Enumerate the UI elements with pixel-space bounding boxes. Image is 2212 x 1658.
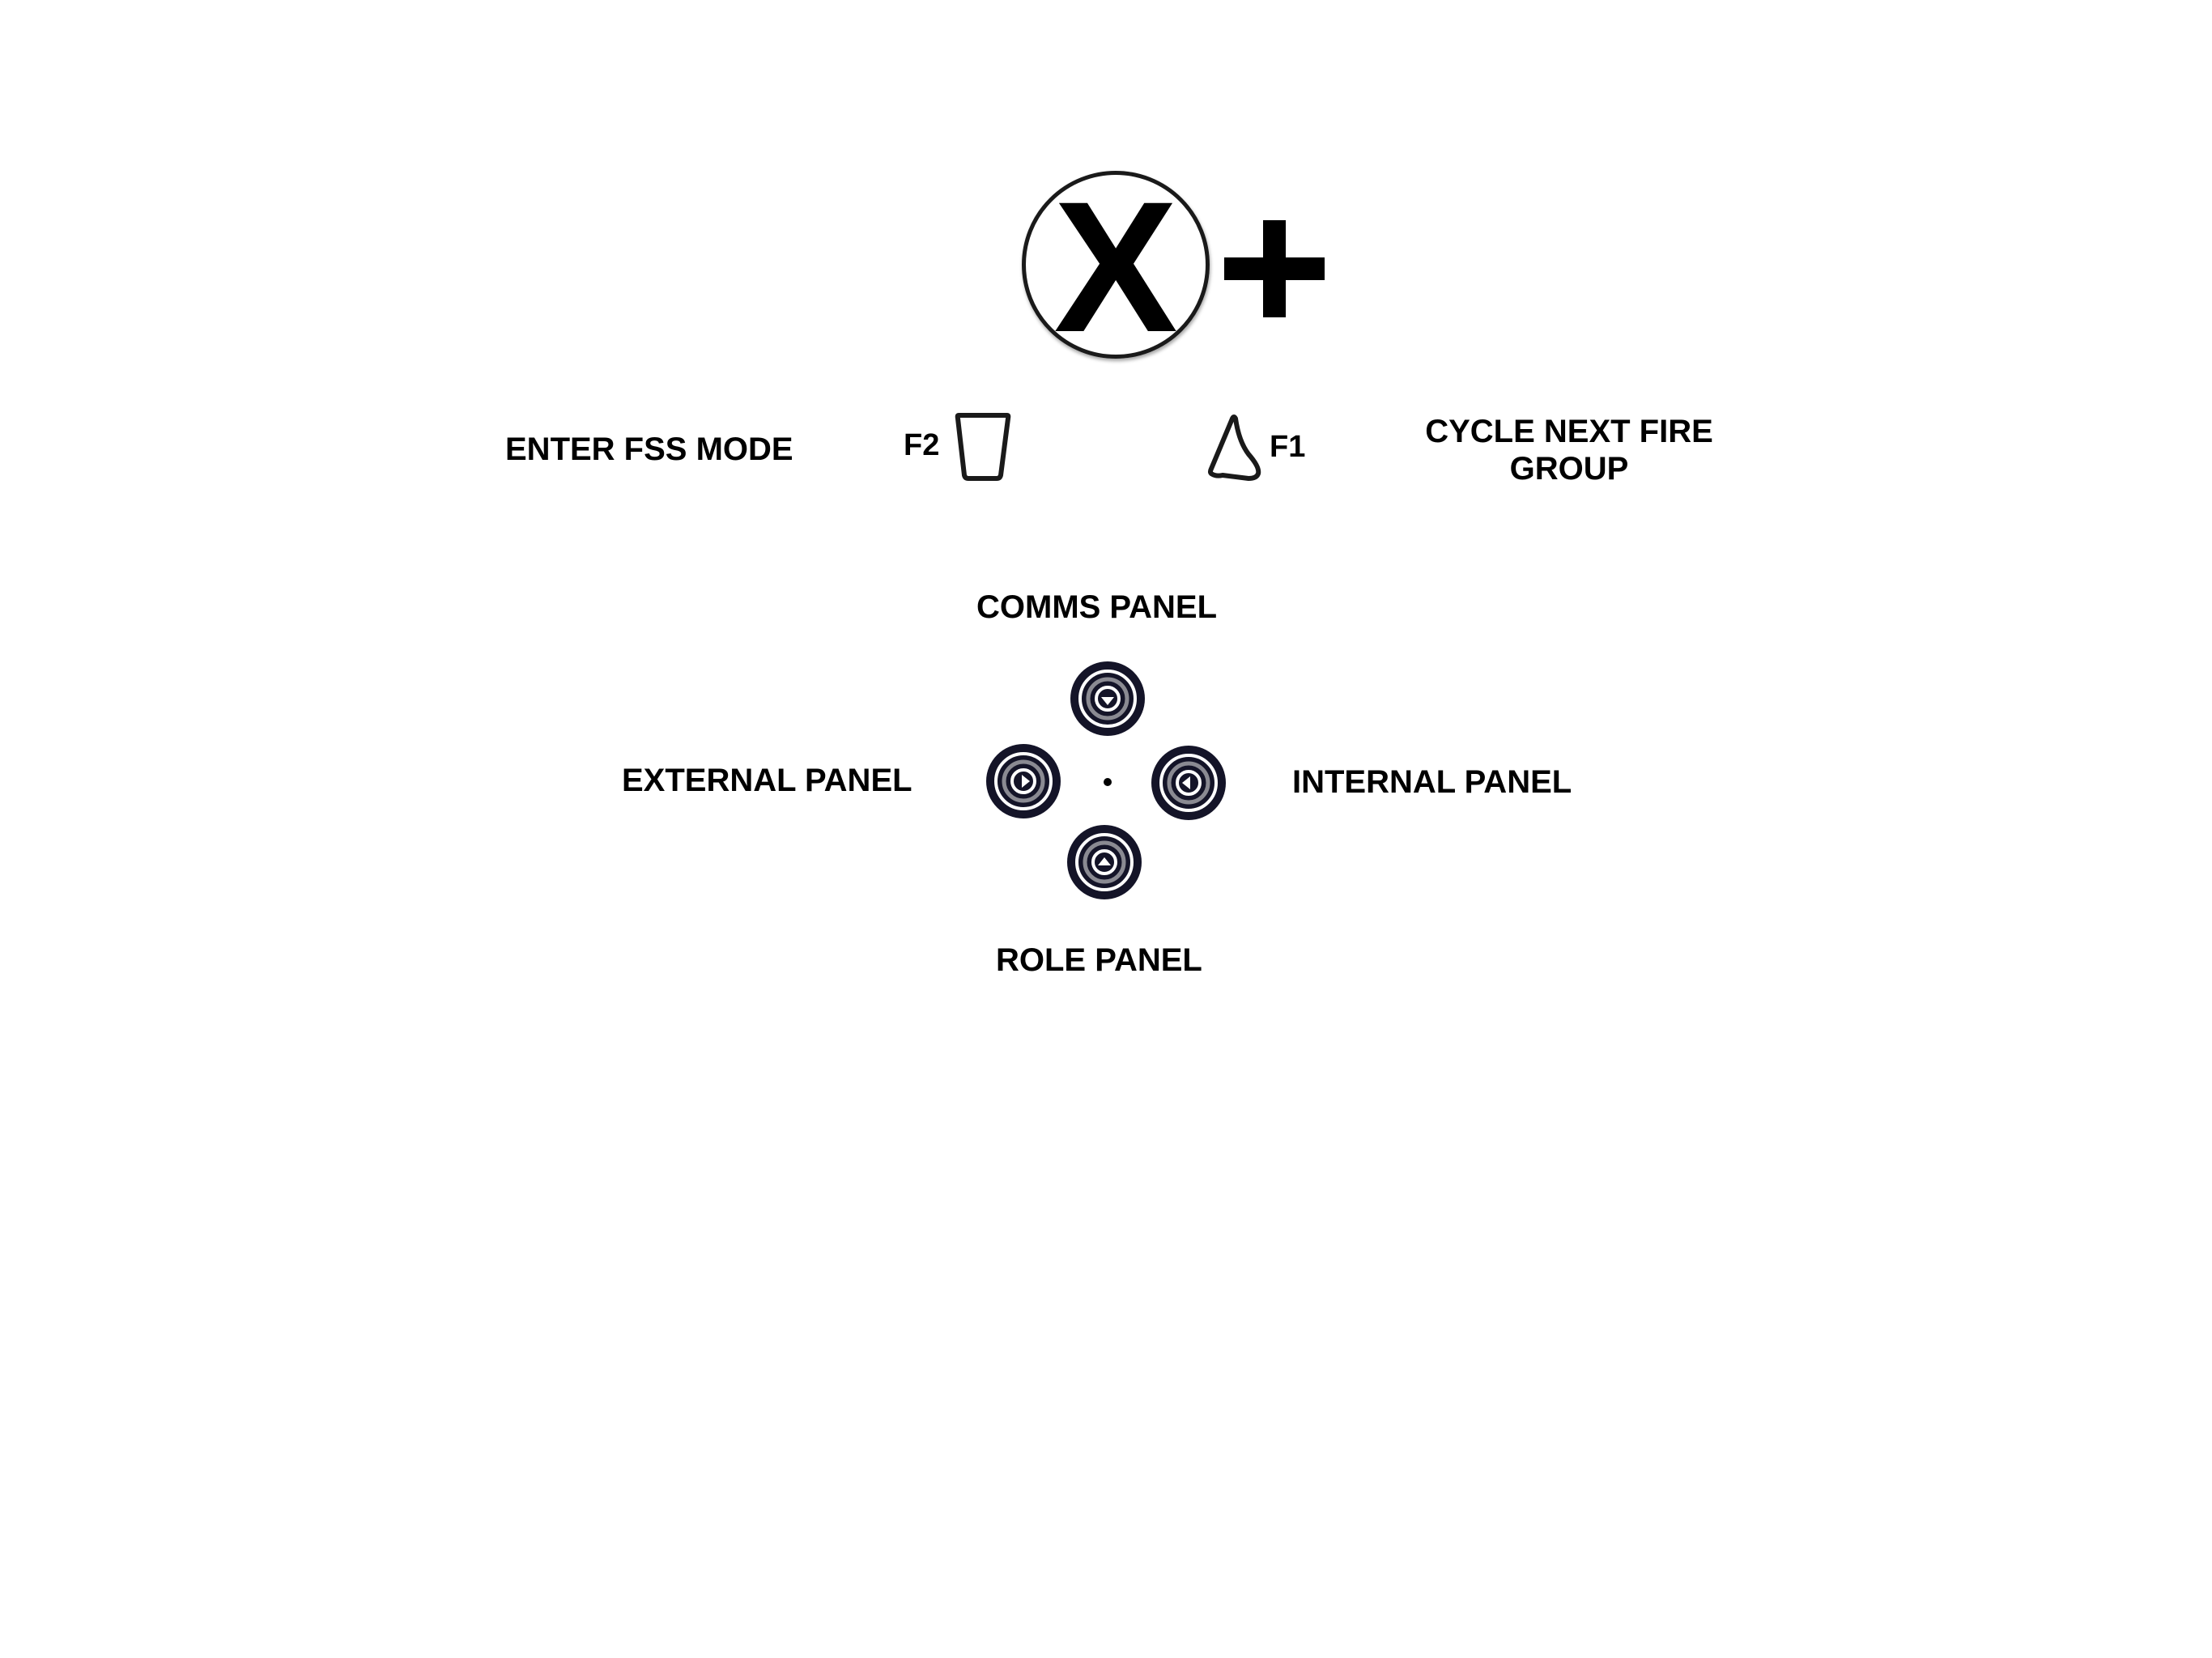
enter-fss-mode-label: ENTER FSS MODE (505, 432, 793, 467)
dpad-left-icon (985, 742, 1062, 820)
cycle-next-fire-group-line1: CYCLE NEXT FIRE (1425, 414, 1713, 449)
right-trigger-icon (1203, 409, 1268, 483)
x-button-letter: X (1053, 163, 1178, 371)
left-trigger-icon (952, 409, 1014, 483)
dpad-up-icon (1069, 660, 1146, 738)
dpad-down-icon (1066, 823, 1143, 901)
comms-panel-label: COMMS PANEL (976, 589, 1218, 625)
role-panel-label: ROLE PANEL (996, 942, 1202, 978)
f2-key-label: F2 (904, 428, 940, 462)
external-panel-label: EXTERNAL PANEL (622, 763, 912, 798)
f1-key-label: F1 (1270, 430, 1306, 464)
plus-icon (1224, 220, 1325, 317)
cycle-next-fire-group-label (1415, 413, 1723, 487)
dpad-right-icon (1150, 744, 1227, 822)
x-button-icon (1022, 163, 1210, 371)
cycle-next-fire-group-line2: GROUP (1509, 451, 1629, 487)
internal-panel-label: INTERNAL PANEL (1292, 764, 1572, 800)
dpad-center-dot (1104, 778, 1112, 786)
